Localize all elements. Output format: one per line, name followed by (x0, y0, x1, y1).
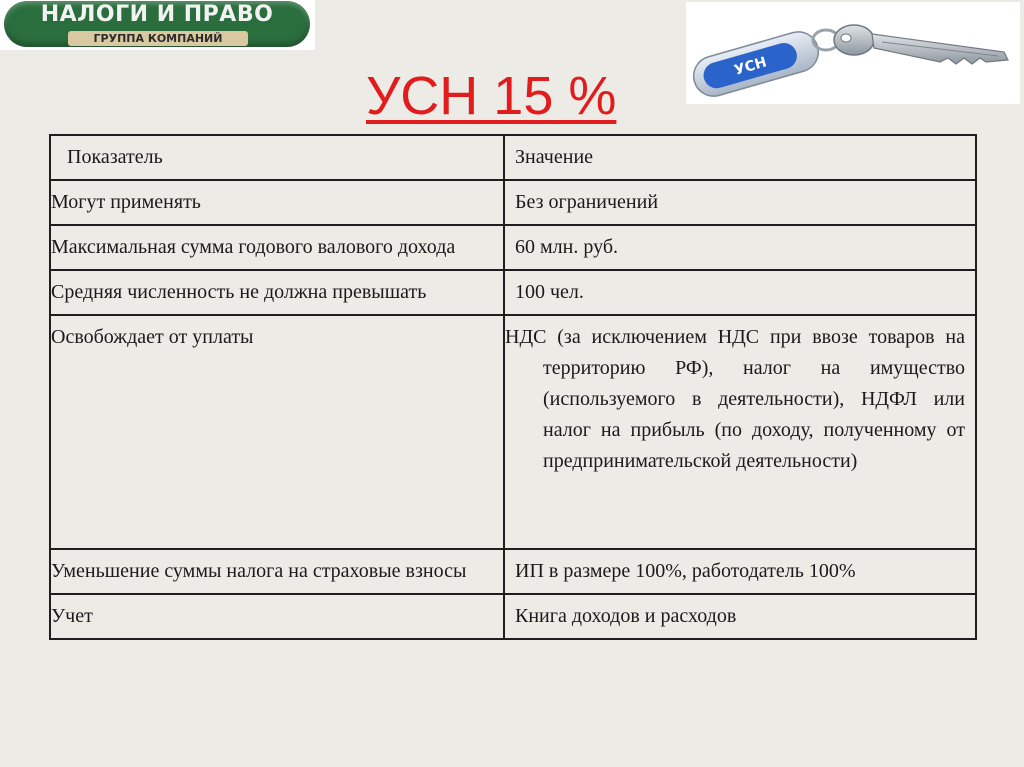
row-label: Уменьшение суммы налога на страховые взносы (50, 549, 504, 594)
page-title: УСН 15 % (366, 66, 617, 126)
row-value: ИП в размере 100%, работодатель 100% (504, 549, 976, 594)
row-label: Освобождает от уплаты (50, 315, 504, 549)
row-value: НДС (за исключением НДС при ввозе товаров на территорию РФ), налог на имущество (используемого в деятельности), НДФЛ или налог на прибыль (по доходу, полученному от предпринимательской деятельности) (504, 315, 976, 549)
row-value: Книга доходов и расходов (504, 594, 976, 639)
logo-title: НАЛОГИ И ПРАВО (40, 2, 274, 27)
row-label: Могут применять (50, 180, 504, 225)
key-tag (689, 27, 823, 101)
logo-badge (4, 1, 310, 47)
table-row (50, 225, 976, 270)
logo-subtitle: ГРУППА КОМПАНИЙ (68, 31, 248, 46)
key-head (834, 25, 874, 55)
row-value: Без ограничений (504, 180, 976, 225)
table-row (50, 549, 976, 594)
header-value: Значение (504, 135, 976, 180)
key-with-tag-icon (686, 2, 1020, 104)
row-label: Средняя численность не должна превышать (50, 270, 504, 315)
row-value: 100 чел. (504, 270, 976, 315)
table-row (50, 315, 976, 549)
table-header-row (50, 135, 976, 180)
row-value: 60 млн. руб. (504, 225, 976, 270)
table-row (50, 594, 976, 639)
row-label: Учет (50, 594, 504, 639)
tax-info-table (49, 134, 977, 640)
company-logo (0, 0, 315, 50)
row-label: Максимальная сумма годового валового дохода (50, 225, 504, 270)
table-row (50, 270, 976, 315)
key-illustration (686, 2, 1020, 104)
table-row (50, 180, 976, 225)
key-tag-text: УСН (732, 54, 769, 79)
header-indicator: Показатель (50, 135, 504, 180)
